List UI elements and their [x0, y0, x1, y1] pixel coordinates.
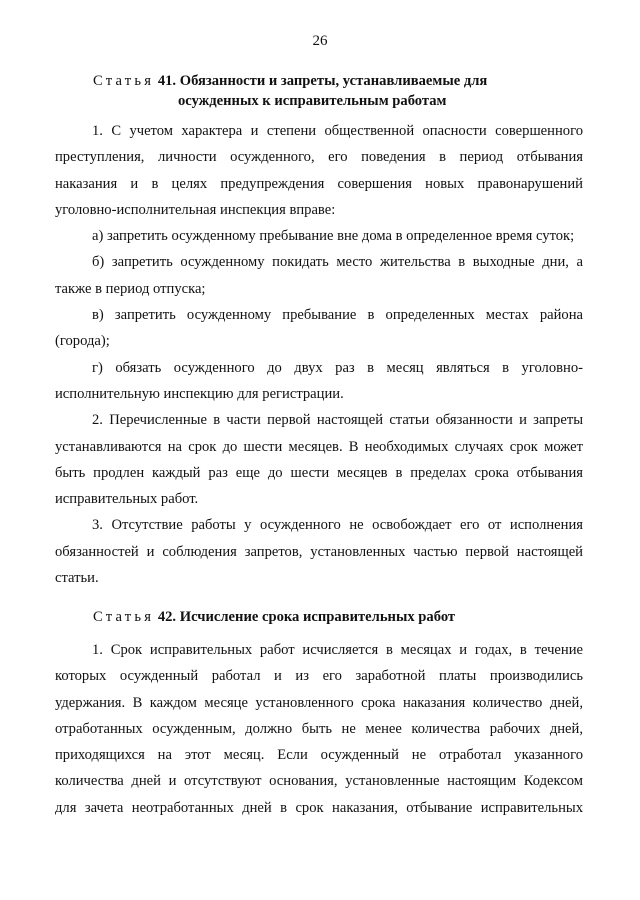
text-line: г) обязать осужденного до двух раз в месяц являться в уголовно- — [92, 359, 583, 376]
article-41-item-g — [55, 355, 583, 408]
text-line: устанавливаются на срок до шести месяцев. В необходимых случаях срок может — [55, 438, 583, 455]
text-line: уголовно-исполнительная инспекция вправе: — [55, 201, 336, 218]
text-line: (города); — [55, 333, 110, 350]
text-line: обязанностей и соблюдения запретов, установленных частью первой настоящей — [55, 543, 583, 560]
text-line: для зачета неотработанных дней в срок наказания, отбывание исправительных — [55, 799, 583, 816]
article-41-paragraph-3 — [55, 512, 583, 591]
text-line: 1. Срок исправительных работ исчисляется в месяцах и годах, в течение — [92, 642, 583, 658]
text-line: которых осужденный работал и из его заработной платы производились — [55, 668, 583, 685]
article-41-body — [55, 118, 583, 591]
text-line: быть продлен каждый раз еще до шести месяцев в пределах срока отбывания — [55, 464, 583, 481]
text-line: в) запретить осужденному пребывание в определенных местах района — [92, 307, 583, 324]
article-42-title: Исчисление срока исправительных работ — [179, 609, 456, 625]
text-line: также в период отпуска; — [55, 280, 206, 297]
article-41-paragraph-1 — [55, 118, 583, 223]
text-line: исправительных работ. — [55, 491, 199, 508]
article-41-number: 41. — [157, 73, 177, 89]
text-line: статьи. — [55, 570, 99, 587]
text-line: 1. С учетом характера и степени общественной опасности совершенного — [92, 123, 583, 139]
text-line: исполнительную инспекцию для регистрации. — [55, 385, 344, 402]
text-line: а) запретить осужденному пребывание вне дома в определенное время суток; — [92, 228, 575, 245]
text-line: наказания и в целях предупреждения совершения новых правонарушений — [55, 175, 583, 192]
article-41-title-line2: осужденных к исправительным работам — [178, 93, 447, 109]
text-line: 2. Перечисленные в части первой настоящей статьи обязанности и запреты — [92, 412, 583, 429]
article-41-item-a — [55, 223, 583, 249]
text-line: количества дней и отсутствуют основания, установленные настоящим Кодексом — [55, 773, 583, 790]
text-line: 3. Отсутствие работы у осужденного не освобождает его от исполнения — [92, 517, 583, 534]
text-line: отработанных осужденным, должно быть не менее количества рабочих дней, — [55, 720, 583, 737]
article-41-paragraph-2 — [55, 407, 583, 512]
article-41-item-v — [55, 302, 583, 355]
page-number: 26 — [312, 33, 328, 49]
article-41-item-b — [55, 249, 583, 302]
text-line: б) запретить осужденному покидать место жительства в выходные дни, а — [92, 254, 583, 271]
text-line: удержания. В каждом месяце установленного срока наказания количество дней, — [55, 694, 583, 711]
article-41-prefix: Статья — [93, 73, 155, 89]
article-41-title-line1: Обязанности и запреты, устанавливаемые для — [179, 73, 488, 89]
article-42-body — [55, 637, 583, 821]
article-42-paragraph-1 — [55, 637, 583, 821]
text-line: приходящихся на этот месяц. Если осужденный не отработал указанного — [55, 747, 583, 764]
article-41-heading — [93, 71, 573, 111]
text-line: преступления, личности осужденного, его поведения в период отбывания — [55, 149, 583, 166]
article-42-heading — [93, 607, 573, 627]
article-42-prefix: Статья — [93, 609, 155, 625]
article-42-number: 42. — [157, 609, 177, 625]
